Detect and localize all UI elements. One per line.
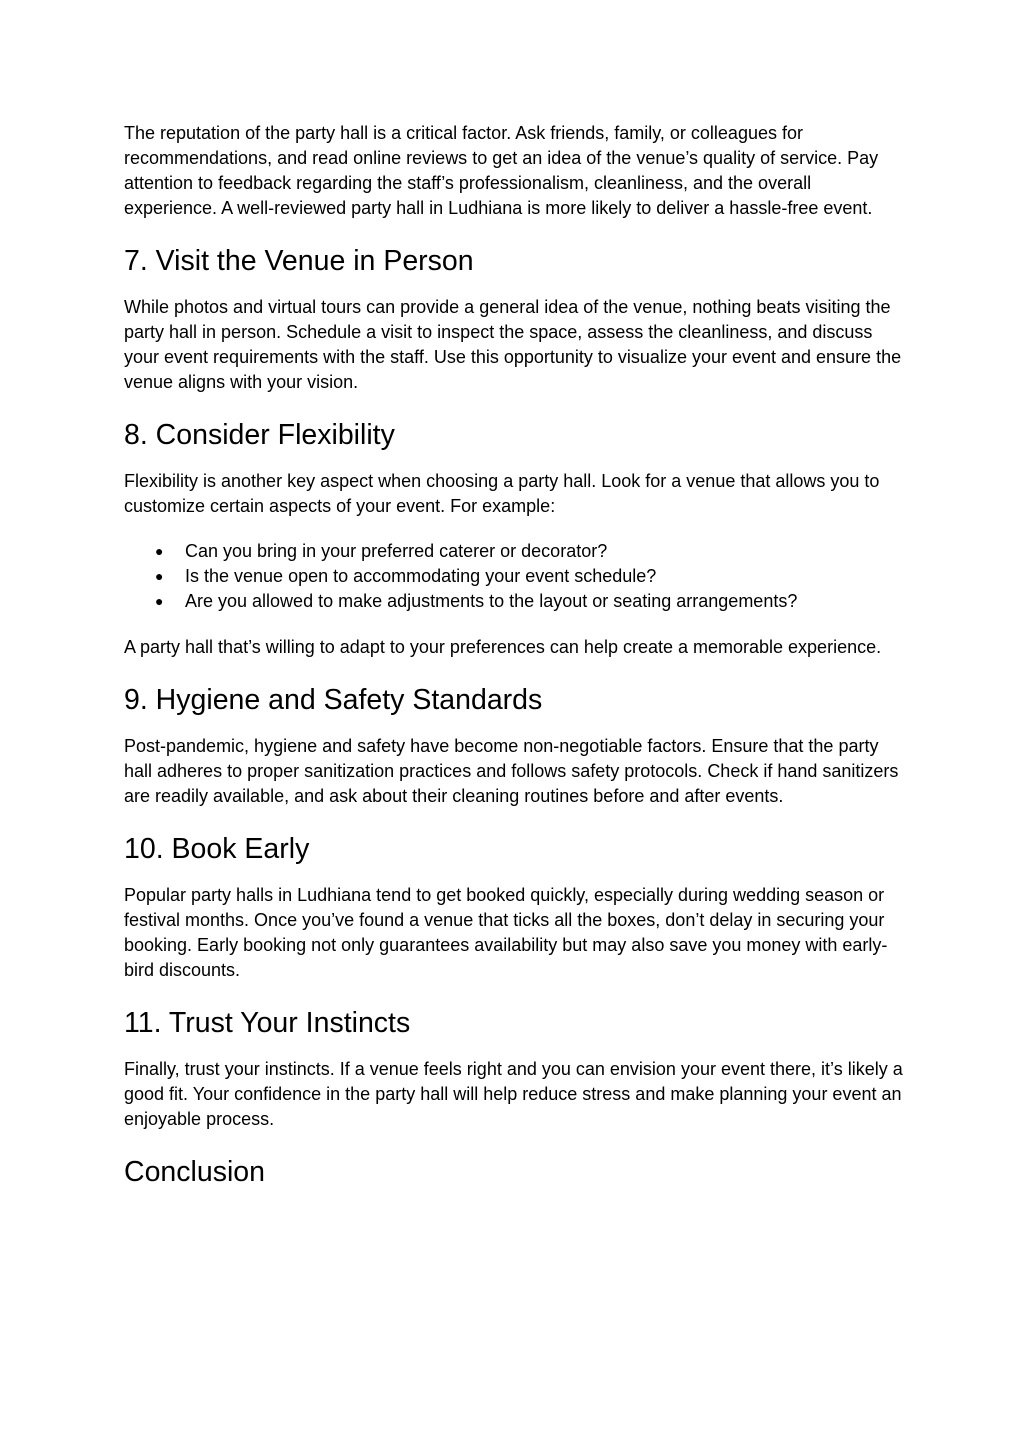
section-visit-venue [124, 243, 904, 395]
intro-paragraph: The reputation of the party hall is a critical factor. Ask friends, family, or colleagues for recommendations, and read online reviews to get an idea of the venue’s quality of service. Pay attention to feedback regarding the staff’s professionalism, cleanliness, and the overall experience. A well-reviewed party hall in Ludhiana is more likely to deliver a hassle-free event. [124, 123, 879, 218]
section-conclusion [124, 1154, 904, 1190]
section-paragraph: Finally, trust your instincts. If a venue feels right and you can envision your event there, it’s likely a good fit. Your confidence in the party hall will help reduce stress and make planning your event an enjoyable process. [124, 1059, 903, 1129]
list-item-text: Is the venue open to accommodating your event schedule? [185, 566, 657, 586]
section-heading: 7. Visit the Venue in Person [124, 245, 474, 277]
bullet-list [124, 539, 904, 614]
section-paragraph-after-list: A party hall that’s willing to adapt to your preferences can help create a memorable experience. [124, 637, 882, 657]
section-book-early [124, 831, 904, 983]
section-heading: 8. Consider Flexibility [124, 419, 395, 451]
bullet-icon: ● [155, 568, 164, 584]
bullet-icon: ● [155, 543, 164, 559]
section-paragraph: Popular party halls in Ludhiana tend to get booked quickly, especially during wedding season or festival months. Once you’ve found a venue that ticks all the boxes, don’t delay in securing your booking. Early booking not only guarantees availability but may also save you money with early-bird discounts. [124, 885, 888, 980]
section-heading: Conclusion [124, 1156, 265, 1188]
section-heading: 11. Trust Your Instincts [124, 1007, 411, 1039]
document-page [124, 121, 904, 1206]
list-item [124, 539, 904, 564]
bullet-icon: ● [155, 593, 164, 609]
section-heading: 10. Book Early [124, 833, 310, 865]
section-paragraph: Flexibility is another key aspect when choosing a party hall. Look for a venue that allows you to customize certain aspects of your event. For example: [124, 471, 880, 516]
section-trust-instincts [124, 1005, 904, 1132]
list-item-text: Are you allowed to make adjustments to the layout or seating arrangements? [185, 591, 798, 611]
list-item [124, 564, 904, 589]
section-heading: 9. Hygiene and Safety Standards [124, 684, 543, 716]
section-paragraph: Post-pandemic, hygiene and safety have become non-negotiable factors. Ensure that the party hall adheres to proper sanitization practices and follows safety protocols. Check if hand sanitizers are readily available, and ask about their cleaning routines before and after events. [124, 736, 899, 806]
section-paragraph: While photos and virtual tours can provide a general idea of the venue, nothing beats visiting the party hall in person. Schedule a visit to inspect the space, assess the cleanliness, and discuss your event requirements with the staff. Use this opportunity to visualize your event and ensure the venue aligns with your vision. [124, 297, 902, 392]
list-item-text: Can you bring in your preferred caterer or decorator? [185, 541, 608, 561]
section-hygiene-safety [124, 682, 904, 809]
section-flexibility [124, 417, 904, 660]
list-item [124, 589, 904, 614]
